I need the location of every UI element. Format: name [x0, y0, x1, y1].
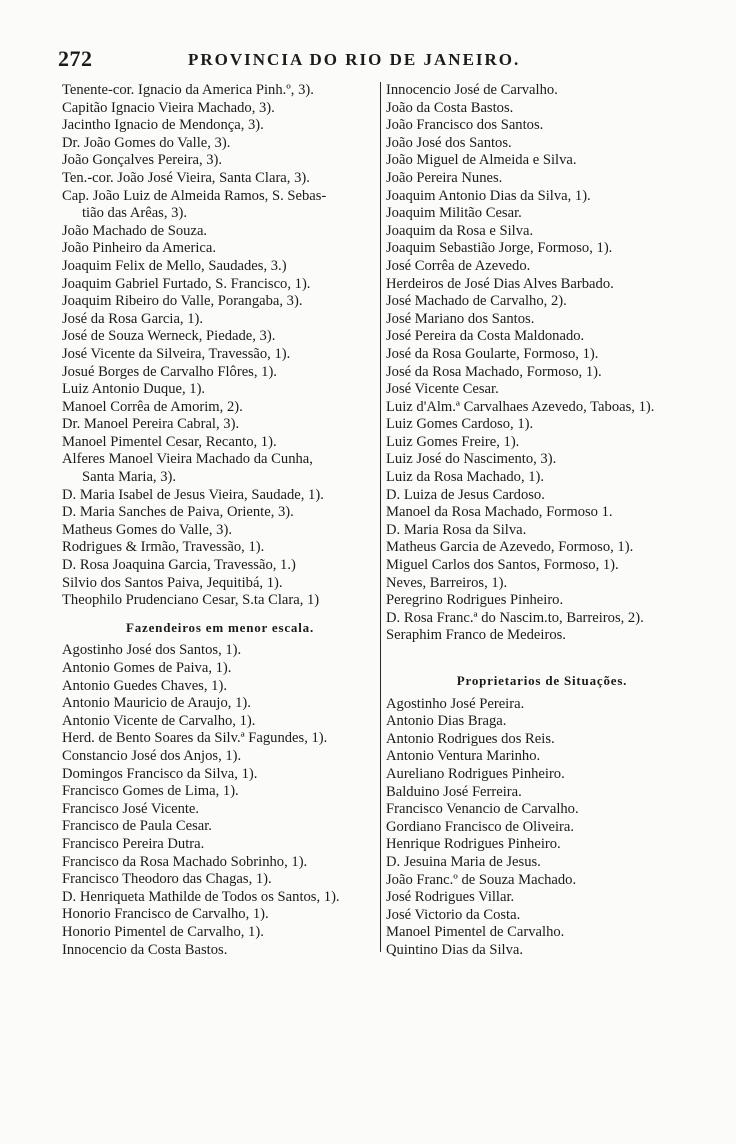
list-entry: Constancio José dos Anjos, 1).: [62, 747, 242, 764]
list-entry: Francisco José Vicente.: [62, 800, 200, 817]
list-entry: Joaquim Militão Cesar.: [386, 205, 522, 222]
list-entry: Dr. Manoel Pereira Cabral, 3).: [62, 416, 240, 433]
list-entry: Antonio Guedes Chaves, 1).: [62, 677, 227, 694]
list-entry: Antonio Gomes de Paiva, 1).: [62, 660, 232, 676]
list-entry: Agostinho José dos Santos, 1).: [62, 642, 242, 659]
list-entry: João Miguel de Almeida e Silva.: [386, 152, 577, 169]
list-entry: Aureliano Rodrigues Pinheiro.: [386, 765, 565, 782]
list-entry: Quintino Dias da Silva.: [386, 941, 524, 958]
list-entry: Tenente-cor. Ignacio da America Pinh.º, 3).: [62, 82, 314, 98]
list-entry: Francisco Gomes de Lima, 1).: [62, 783, 239, 800]
list-entry: José da Rosa Machado, Formoso, 1).: [386, 363, 602, 380]
right-list-top: [386, 82, 698, 645]
list-entry: Rodrigues & Irmão, Travessão, 1).: [62, 539, 265, 556]
list-entry: Antonio Mauricio de Araujo, 1).: [62, 695, 251, 712]
page-number: 272: [58, 46, 93, 71]
list-entry: Manoel Pimentel de Carvalho.: [386, 924, 565, 941]
list-entry: Santa Maria, 3).: [82, 469, 177, 486]
list-entry: Balduino José Ferreira.: [386, 783, 522, 800]
list-entry: D. Jesuina Maria de Jesus.: [386, 853, 541, 870]
list-entry: Alferes Manoel Vieira Machado da Cunha,: [62, 451, 313, 468]
list-entry: José da Rosa Goularte, Formoso, 1).: [386, 345, 599, 362]
list-entry: Agostinho José Pereira.: [386, 695, 525, 712]
list-entry: Francisco Pereira Dutra.: [62, 835, 205, 852]
left-list-bottom: [62, 642, 378, 959]
list-entry: Antonio Dias Braga.: [386, 713, 507, 730]
list-entry: Francisco Theodoro das Chagas, 1).: [62, 871, 272, 888]
list-entry: Luiz Gomes Cardoso, 1).: [386, 416, 534, 433]
list-entry: D. Henriqueta Mathilde de Todos os Santos, 1).: [62, 888, 340, 905]
left-list-top: [62, 82, 378, 610]
list-entry: Capitão Ignacio Vieira Machado, 3).: [62, 99, 275, 116]
list-entry: Theophilo Prudenciano Cesar, S.ta Clara, 1): [62, 592, 320, 609]
list-entry: João Pereira Nunes.: [386, 169, 503, 186]
list-entry: José da Rosa Garcia, 1).: [62, 310, 204, 327]
list-entry: Peregrino Rodrigues Pinheiro.: [386, 592, 564, 609]
list-entry: Manoel Pimentel Cesar, Recanto, 1).: [62, 433, 277, 450]
list-entry: Herd. de Bento Soares da Silv.ª Fagundes, 1).: [62, 730, 328, 747]
list-entry: D. Luiza de Jesus Cardoso.: [386, 486, 545, 503]
list-entry: João Francisco dos Santos.: [386, 117, 544, 134]
list-entry: Manoel da Rosa Machado, Formoso 1.: [386, 504, 613, 521]
section-gap: [386, 645, 698, 663]
list-entry: Joaquim Felix de Mello, Saudades, 3.): [62, 257, 287, 274]
list-entry: José Corrêa de Azevedo.: [386, 257, 531, 274]
list-entry: João Machado de Souza.: [62, 222, 208, 239]
list-entry: Domingos Francisco da Silva, 1).: [62, 765, 258, 782]
list-entry: D. Rosa Franc.ª do Nascim.to, Barreiros, 2).: [386, 609, 644, 626]
list-entry: Luiz Antonio Duque, 1).: [62, 381, 206, 398]
section-heading-fazendeiros: Fazendeiros em menor escala.: [126, 619, 314, 635]
list-entry: Antonio Rodrigues dos Reis.: [386, 730, 555, 747]
list-entry: José Mariano dos Santos.: [386, 310, 535, 327]
list-entry: José Vicente Cesar.: [386, 381, 499, 398]
list-entry: tião das Arêas, 3).: [82, 205, 187, 222]
list-entry: Joaquim Ribeiro do Valle, Porangaba, 3).: [62, 293, 303, 310]
list-entry: D. Maria Rosa da Silva.: [386, 521, 527, 538]
list-entry: Henrique Rodrigues Pinheiro.: [386, 836, 561, 853]
list-entry: Ten.-cor. João José Vieira, Santa Clara, 3).: [62, 169, 310, 186]
list-entry: Josué Borges de Carvalho Flôres, 1).: [62, 363, 277, 380]
right-list-bottom: [386, 696, 698, 960]
list-entry: Luiz d'Alm.ª Carvalhaes Azevedo, Taboas, 1).: [386, 398, 655, 415]
list-entry: Gordiano Francisco de Oliveira.: [386, 818, 575, 835]
list-entry: Manoel Corrêa de Amorim, 2).: [62, 398, 243, 415]
list-entry: Herdeiros de José Dias Alves Barbado.: [386, 275, 614, 292]
list-entry: Francisco de Paula Cesar.: [62, 818, 212, 835]
right-column: [386, 82, 698, 960]
list-entry: Matheus Gomes do Valle, 3).: [62, 521, 232, 538]
section-heading-proprietarios: Proprietarios de Situações.: [456, 673, 628, 688]
list-entry: Miguel Carlos dos Santos, Formoso, 1).: [386, 557, 619, 574]
list-entry: Antonio Ventura Marinho.: [386, 748, 541, 765]
list-entry: Honorio Francisco de Carvalho, 1).: [62, 906, 269, 923]
list-entry: João Franc.º de Souza Machado.: [386, 871, 577, 888]
list-entry: Innocencio da Costa Bastos.: [62, 941, 228, 958]
list-entry: Cap. João Luiz de Almeida Ramos, S. Sebas-: [62, 187, 327, 204]
list-entry: Neves, Barreiros, 1).: [386, 574, 508, 591]
list-entry: D. Maria Isabel de Jesus Vieira, Saudade, 1).: [62, 486, 324, 503]
list-entry: D. Rosa Joaquina Garcia, Travessão, 1.): [62, 557, 296, 574]
column-divider: [380, 82, 381, 952]
list-entry: Antonio Vicente de Carvalho, 1).: [62, 712, 256, 729]
list-entry: João Gonçalves Pereira, 3).: [62, 152, 223, 169]
list-entry: Joaquim da Rosa e Silva.: [386, 222, 534, 239]
list-entry: João Pinheiro da America.: [62, 240, 217, 257]
list-entry: Luiz José do Nascimento, 3).: [386, 451, 557, 468]
list-entry: Francisco Venancio de Carvalho.: [386, 801, 579, 818]
list-entry: Joaquim Gabriel Furtado, S. Francisco, 1).: [62, 275, 311, 292]
list-entry: Matheus Garcia de Azevedo, Formoso, 1).: [386, 539, 634, 556]
left-column: [62, 82, 378, 959]
list-entry: José Vicente da Silveira, Travessão, 1).: [62, 345, 291, 362]
list-entry: Honorio Pimentel de Carvalho, 1).: [62, 923, 264, 940]
list-entry: Silvio dos Santos Paiva, Jequitibá, 1).: [62, 574, 283, 591]
list-entry: José Victorio da Costa.: [386, 906, 521, 923]
list-entry: Luiz da Rosa Machado, 1).: [386, 469, 545, 486]
list-entry: José Machado de Carvalho, 2).: [386, 293, 567, 310]
list-entry: Luiz Gomes Freire, 1).: [386, 433, 520, 450]
list-entry: Joaquim Antonio Dias da Silva, 1).: [386, 187, 591, 204]
list-entry: D. Maria Sanches de Paiva, Oriente, 3).: [62, 504, 294, 521]
list-entry: José Rodrigues Villar.: [386, 889, 515, 906]
list-entry: José de Souza Werneck, Piedade, 3).: [62, 328, 276, 345]
list-entry: João José dos Santos.: [386, 134, 512, 151]
list-entry: Dr. João Gomes do Valle, 3).: [62, 134, 231, 151]
list-entry: Joaquim Sebastião Jorge, Formoso, 1).: [386, 240, 613, 257]
page-header: [58, 46, 578, 76]
list-entry: Seraphim Franco de Medeiros.: [386, 627, 566, 644]
list-entry: João da Costa Bastos.: [386, 99, 514, 116]
list-entry: Jacintho Ignacio de Mendonça, 3).: [62, 117, 264, 134]
running-title: PROVINCIA DO RIO DE JANEIRO.: [188, 50, 521, 69]
list-entry: Innocencio José de Carvalho.: [386, 82, 558, 98]
list-entry: José Pereira da Costa Maldonado.: [386, 328, 585, 345]
list-entry: Francisco da Rosa Machado Sobrinho, 1).: [62, 853, 308, 870]
